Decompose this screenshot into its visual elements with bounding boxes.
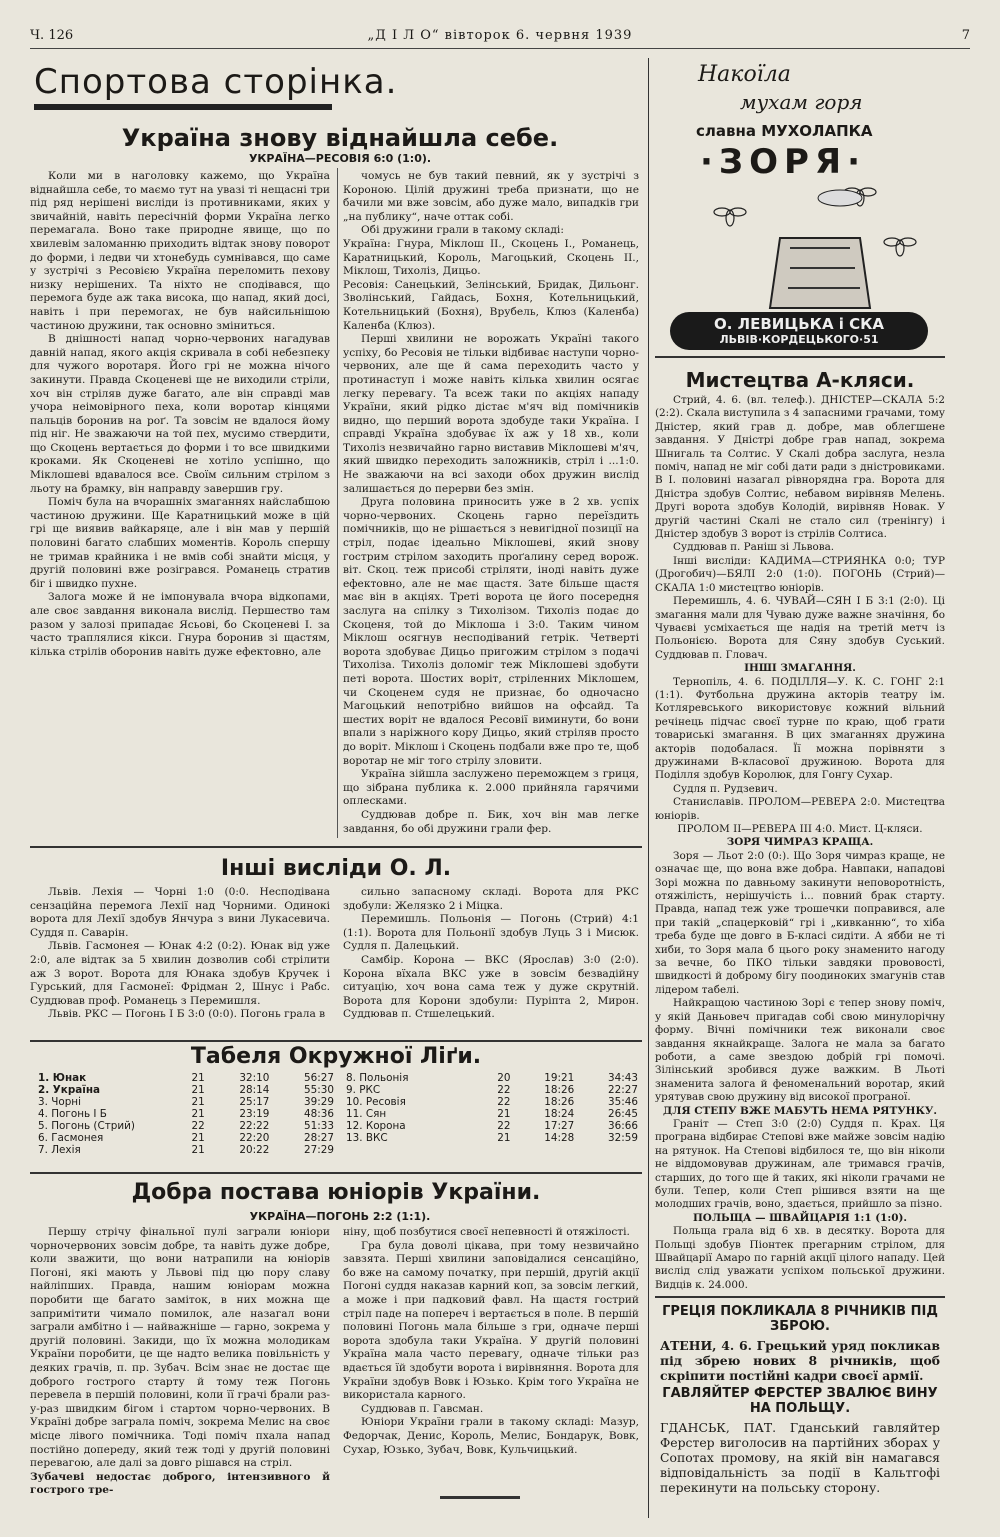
ad-line: славна МУХОЛАПКА bbox=[696, 122, 873, 140]
team-name: 13. ВКС bbox=[346, 1132, 388, 1144]
games-played: 21 bbox=[497, 1108, 511, 1120]
goals: 32:59 bbox=[608, 1132, 638, 1144]
points: 17:27 bbox=[544, 1120, 575, 1132]
article-column-1 bbox=[30, 170, 330, 840]
paragraph: Тернопіль, 4. 6. ПОДІЛЛЯ—У. К. С. ГОНГ 2:1 (1:1). Футбольна дружина акторів театру ім. Котляревського використовує кожний вільний речінець підчас своєї турне по краю, щоб грати товариські змагання. В цих змаганнях дружина акторів подобалася. Її можна порівняти з дружинами В-класової дружиною. Ворота для Поділля здобув Королюк, для Гонгу Сухар. bbox=[655, 675, 945, 782]
points: 22:22 bbox=[239, 1120, 270, 1132]
games-played: 21 bbox=[191, 1072, 205, 1084]
section-title: Спортова сторінка. bbox=[34, 62, 398, 102]
paragraph: Першу стрічу фінальної пулі заграли юніори чорночервоних зовсім добре, та навіть дуже добре, коли зважити, що вони натрапили на юніорів Погоні, які мають у Львові під цю пору славу найліпших. Правда, нашим юніорам можна поробити ще багато заміток, в них можна ще запримітити чимало помилок, але назагал вони заграли амбітно і — найважніше — гарно, зокрема у другій половині. Закиди, що їх можна молодикам України поробити, це ще надто велика повільність у деяких грачів, п. пр. Зубач. Всім знає не достає ще доброго гострого старту й тому теж Погонь перевела в першій половині, коли її грачі брали раз-у-раз швидким бігом і стартом чорно-червоних. В Україні добре заграла поміч, зокрема Мелис на своє місце лівого помічника. Тоді поміч пхала напад постійно допереду, який теж тоді у другій половині перевагою, але далі за довго рішався на стріл. bbox=[30, 1226, 330, 1470]
points: 32:10 bbox=[239, 1072, 270, 1084]
paragraph: Ресовія: Санецький, Зелінський, Бридак, Дильонг. Зволінський, Гайдась, Бохня, Котельницький, Котельницький (Бохня), Врубель, Клюз (Каленба) Каленба (Клюз). bbox=[343, 278, 639, 332]
ad-brand: ·ЗОРЯ· bbox=[700, 142, 866, 182]
ad-line: мухам горя bbox=[740, 90, 863, 114]
end-ornament bbox=[440, 1496, 520, 1499]
ad-address: ЛЬВІВ·КОРДЕЦЬКОГО·51 bbox=[719, 333, 879, 346]
paragraph: Суддював п. Раніш зі Львова. bbox=[673, 541, 835, 554]
flypaper-illustration bbox=[660, 178, 940, 318]
games-played: 22 bbox=[497, 1120, 511, 1132]
league-table-left bbox=[36, 1072, 336, 1156]
news-greece-body: АТЕНИ, 4. 6. Грецький уряд покликав під збрею нових 8 річників, щоб скріпити постійні кадри своєї армії. bbox=[660, 1338, 940, 1383]
juniors-score: УКРАЇНА—ПОГОНЬ 2:2 (1:1). bbox=[249, 1210, 431, 1223]
league-row bbox=[36, 1132, 336, 1144]
league-row bbox=[36, 1072, 336, 1084]
points: 18:26 bbox=[544, 1096, 575, 1108]
paragraph: сильно запасному складі. Ворота для РКС здобули: Желязко 2 і Міцка. bbox=[343, 886, 639, 912]
paragraph: Перемишль. Польонія — Погонь (Стрий) 4:1 (1:1). Ворота для Польонії здобув Луць 3 і Мисюк. Судля п. Далецький. bbox=[343, 913, 639, 953]
league-row bbox=[344, 1120, 640, 1132]
paragraph: Друга половина приносить уже в 2 хв. успіх чорно-червоних. Скоцень гарно переїздить помічників, що не рішається з невигідної позиції на стріл, подає ідеально Міклошеві, який знову гострим стрілом заходить проґалину серед ворож. віт. Скоц. теж присобі стріляти, іноді навіть дуже ефектовно, але не має щастя. Зате більше щастя має він в акціях. Треті ворота це його посередня заслуга на спілку з Тихолізом. Тихоліз подає до Скоценя, той до Міклоша і 3:0. Таким чином Міклош осягнув несподіваний гетрік. Четверті ворота здобуває Дицьо пригожим стрілом з подачі Тихоліза. Тихоліз доломіг теж Міклошеві здобути петі ворота. Шостих воріт, стріленних Міклошем, чи Скоценем судя не признає, бо одночасно Магоцький непотрібно вийшов на офсайд. Та шестих воріт не вдалося Ресовії виминути, бо вони впали з наріжного кору Дицьо, який стріляв просто до воріт. Міклош і Скоцень подбали вже про те, щоб воротар не міг того стрілу зловити. bbox=[343, 496, 639, 767]
goals: 51:33 bbox=[304, 1120, 334, 1132]
team-name: 6. Гасмонея bbox=[38, 1132, 104, 1144]
goals: 34:43 bbox=[608, 1072, 638, 1084]
fly-icon bbox=[884, 238, 916, 256]
paragraph: Україна зійшла заслужено переможцем з гриця, що зібрана публика к. 2.000 прийняла гарячими оплесками. bbox=[343, 768, 639, 808]
paragraph: Перші хвилини не ворожать Україні такого успіху, бо Ресовія не тільки відбиває наступи чорно-червоних, але ще й сама переходить часто у протинаступ і може навіть кілька хвилин осягає легку перевагу. Та всеж таки по акціях нападу України, який рідко дістає м'яч від помічників видно, що перший ворота здобуде таки Україна. І справді Україна здобуває їх аж у 18 хв., коли Тихоліз незвичайно гарно виставив Міклошеві м'яч, який швидко переходить заложників, стріл і ...1:0. Не зважаючи на всі заходи обох дружин вислід залишається до перерви без змін. bbox=[343, 333, 639, 495]
games-played: 22 bbox=[497, 1084, 511, 1096]
zorya-flypaper-ad bbox=[660, 60, 940, 352]
goals: 28:27 bbox=[304, 1132, 334, 1144]
games-played: 21 bbox=[191, 1084, 205, 1096]
other-results-headline: Інші висліди О. Л. bbox=[220, 856, 452, 881]
games-played: 21 bbox=[191, 1132, 205, 1144]
goals: 55:30 bbox=[304, 1084, 334, 1096]
league-row bbox=[344, 1072, 640, 1084]
points: 18:26 bbox=[544, 1084, 575, 1096]
league-table-headline: Табеля Окружної Ліґи. bbox=[190, 1044, 482, 1069]
paragraph: Зубачеві недостає доброго, інтензивного й гострого тре- bbox=[30, 1470, 330, 1497]
article-column-2 bbox=[343, 170, 639, 840]
team-name: 9. РКС bbox=[346, 1084, 381, 1096]
points: 20:22 bbox=[239, 1144, 270, 1156]
league-row bbox=[36, 1120, 336, 1132]
goals: 35:46 bbox=[608, 1096, 638, 1108]
other-results-column-2 bbox=[343, 886, 639, 1034]
juniors-column-1 bbox=[30, 1226, 330, 1497]
divider bbox=[655, 1296, 945, 1298]
news-greece-headline: ГРЕЦІЯ ПОКЛИКАЛА 8 РІЧНИКІВ ПІД ЗБРОЮ. bbox=[662, 1304, 938, 1334]
goals: 48:36 bbox=[304, 1108, 334, 1120]
paragraph: Львів. Гасмонея — Юнак 4:2 (0:2). Юнак від уже 2:0, але відтак за 5 хвилин дозволив собі стрілити аж 3 ворот. Ворота для Юнака здобув Кручек і Гурський, для Гасмонеї: Фрідман 2, Шнус і Рабс. Суддював проф. Романець з Перемишля. bbox=[30, 940, 330, 1007]
goals: 22:27 bbox=[608, 1084, 638, 1096]
paragraph: Польща грала від 6 хв. в десятку. Ворота для Польщі здобув Піонтек прегарним стрілом, для Швайцарії Амаро по гарній акції цілого нападу. Цей вислід слід уважати успіхом польської дружини. Видців к. 24.000. bbox=[655, 1225, 945, 1291]
divider bbox=[30, 1040, 642, 1042]
paragraph: Суддював добре п. Бик, хоч він мав легке завдання, бо обі дружини грали фер. bbox=[343, 808, 639, 835]
games-played: 21 bbox=[191, 1108, 205, 1120]
team-name: 4. Погонь І Б bbox=[38, 1108, 107, 1120]
points: 28:14 bbox=[239, 1084, 270, 1096]
paragraph: ПРОЛОМ ІІ—РЕВЕРА ІІІ 4:0. Мист. Ц-кляси. bbox=[677, 823, 923, 835]
paragraph: Зоря — Льот 2:0 (0:). Що Зоря чимраз краще, не означає ще, що вона вже добра. Навпаки, нападові Зорі можна по давньому закинути неповоротність, отяжілість, нерішучість і... повний брак старту. Правда, напад теж уже трошечки поправився, але при такій „спацерковій“ грі і „кивканню“, то хіба треба буде ще довго в Б-класі сидіти. А ябби не ті хиби, то Зоря мала б цього року знаменито нагоду за вечне, бо ПКО тільки завдяки прововості, швидкості й доброму бігу поодиноких змагунів став лідером табелі. bbox=[655, 849, 945, 996]
subheading: ІНШІ ЗМАГАННЯ. bbox=[744, 662, 856, 675]
team-name: 10. Ресовія bbox=[346, 1096, 406, 1108]
goals: 36:66 bbox=[608, 1120, 638, 1132]
paragraph: Україна: Гнура, Міклош ІІ., Скоцень І., Романець, Каратницький, Король, Магоцький, Скоцень ІІ., Міклош, Тихоліз, Дицьо. bbox=[343, 237, 639, 278]
divider bbox=[30, 846, 642, 848]
paragraph: Гра була доволі цікава, при тому незвичайно завзята. Перші хвилини заповідалися сенсаційно, бо вже на самому початку, при першій, другій акції Погоні суддя наказав карний коп, за зовсім легкий, а може і при падковий фавл. На щастя гострий стріл паде на попереч і вертається в поле. В першій половині Погонь мала більше з гри, одначе перші ворота здобула таки Україна. У другій половині Україна мала часто перевагу, одначе тільки раз вдається їй здобути ворота і вирівняння. Ворота для України здобув Вовк і Юзько. Крім того Україна не використала карного. bbox=[343, 1239, 639, 1402]
juniors-headline: Добра постава юніорів України. bbox=[131, 1180, 541, 1205]
paragraph: ніну, щоб позбутися своєї непевності й отяжілості. bbox=[343, 1226, 630, 1238]
subheading: ДЛЯ СТЕПУ ВЖЕ МАБУТЬ НЕМА РЯТУНКУ. bbox=[663, 1104, 937, 1117]
games-played: 22 bbox=[497, 1096, 511, 1108]
points: 14:28 bbox=[544, 1132, 575, 1144]
games-played: 21 bbox=[497, 1132, 511, 1144]
league-row bbox=[344, 1108, 640, 1120]
section-rule bbox=[34, 104, 332, 110]
paragraph: Найкращою частиною Зорі є тепер знову поміч, у якій Даньовеч пригадав собі свою минулорічну форму. Вічні помічники теж виконали своє завдання якнайкраще. Залога не мала за багато роботи, а саме звездою добрій грі помочі. Зілінський зробився дуже важким. В Льоті знаменита залога й феноменальний воротар, який урятував свою дружину від високої програної. bbox=[655, 997, 945, 1104]
paragraph: чомусь не був такий певний, як у зустрічі з Короною. Цілій дружині треба признати, що не бачили ми вже зовсім, або дуже мало, випадків гри „на публику“, наче оттак собі. bbox=[343, 170, 639, 223]
points: 19:21 bbox=[544, 1072, 575, 1084]
subheading: ЗОРЯ ЧИМРАЗ КРАЩА. bbox=[726, 836, 874, 849]
paragraph: В днішності напад чорно-червоних нагадував давній напад, якого акція скривала в собі небезпеку для чужого воротаря. Його грі не можна нічого закинути. Правда Скоценеві ще не виходили стріли, хоч він стріляв дуже багато, але він справді мав учора неімовірного пеха, коли воротар кінцями пальців боронив на роґ. Та зовсім не вдалося йому під ніг. Не зважаючи на той пех, мусимо ствердити, що Скоцень вертається до форми і то все швидкими кроками. Як Скоценеві не хотіло успішно, що Міклошеві вдавалося все. Своїм сильним стрілом з льоту на брамку, він направду завершив гру. bbox=[30, 333, 330, 495]
news-danzig-headline: ГАВЛЯЙТЕР ФЕРСТЕР ЗВАЛЮЄ ВИНУ НА ПОЛЬЩУ. bbox=[662, 1386, 938, 1416]
paragraph: Перемишль, 4. 6. ЧУВАЙ—СЯН І Б 3:1 (2:0). Ці змагання мали для Чуваю дуже важне значіння, бо Чуваєві усміхається ще надія на третій метч із Польонією. Ворота для Сяну здобув Суський. Суддював п. Гловач. bbox=[655, 595, 945, 661]
goals: 27:29 bbox=[304, 1144, 334, 1156]
divider bbox=[30, 1172, 642, 1174]
team-name: 12. Корона bbox=[346, 1120, 406, 1132]
juniors-column-2 bbox=[343, 1226, 639, 1488]
page-number: 7 bbox=[961, 28, 970, 43]
league-row bbox=[36, 1084, 336, 1096]
paper-dateline: „Д І Л О“ вівторок 6. червня 1939 bbox=[367, 28, 633, 43]
column-divider bbox=[337, 168, 338, 838]
goals: 39:29 bbox=[304, 1096, 334, 1108]
games-played: 22 bbox=[191, 1120, 205, 1132]
points: 18:24 bbox=[544, 1108, 575, 1120]
league-row bbox=[36, 1108, 336, 1120]
points: 22:20 bbox=[239, 1132, 270, 1144]
ad-line: Накоїла bbox=[698, 62, 791, 87]
divider bbox=[655, 356, 945, 358]
news-danzig-body: ГДАНСЬК, ПАТ. Гданський гавляйтер Ферстер виголосив на партійних зборах у Сопотах промову, на якій він намагався відповідальність за події в Кальтгофі перекинути на польську сторону. bbox=[660, 1420, 940, 1495]
games-played: 21 bbox=[191, 1144, 205, 1156]
team-name: 2. Україна bbox=[38, 1084, 101, 1096]
subheading: ПОЛЬЩА — ШВАЙЦАРІЯ 1:1 (1:0). bbox=[692, 1211, 907, 1224]
paragraph: Юніори України грали в такому складі: Мазур, Федорчак, Денис, Король, Мелис, Бондарук, Вовк, Сухар, Юзько, Зубач, Вовк, Кульчицький. bbox=[343, 1416, 639, 1456]
games-played: 21 bbox=[191, 1096, 205, 1108]
points: 23:19 bbox=[239, 1108, 270, 1120]
league-table-right bbox=[344, 1072, 640, 1144]
goals: 26:45 bbox=[608, 1108, 638, 1120]
ad-company: О. ЛЕВИЦЬКА і СКА bbox=[713, 315, 885, 333]
league-row bbox=[36, 1144, 336, 1156]
article-score: УКРАЇНА—РЕСОВІЯ 6:0 (1:0). bbox=[248, 152, 432, 165]
paragraph: Залога може й не імпонувала вчора відкопами, але своє завдання виконала вислід. Першество там разом у залозі припадає Ясьові, бо Скоценеві І. за часто траплялися кікси. Гнура боронив зі щастям, кілька стрілів оборонив навіть дуже ефектовно, але bbox=[30, 591, 330, 658]
paragraph: Станиславів. ПРОЛОМ—РЕВЕРА 2:0. Мистецтва юніорів. bbox=[655, 796, 945, 822]
other-results-column-1 bbox=[30, 886, 330, 1034]
paragraph: Суддював п. Гавсман. bbox=[361, 1402, 484, 1415]
paragraph: Граніт — Степ 3:0 (2:0) Суддя п. Крах. Ця програна відбирає Степові вже майже зовсім надію на рятунок. На Степові відбилося те, що він ніколи не віддомовував дружинам, але тримався грачів, старших, до того ще й таких, які ніколи грачами не були. Тепер, коли Степ рішився взяти на ще молодших грачів, воно, здається, прийшло за пізно. bbox=[655, 1117, 945, 1211]
team-name: 1. Юнак bbox=[38, 1072, 87, 1084]
right-column bbox=[655, 394, 945, 1291]
goals: 56:27 bbox=[304, 1072, 334, 1084]
league-row bbox=[36, 1096, 336, 1108]
team-name: 7. Лехія bbox=[38, 1144, 81, 1156]
paragraph: Поміч була на вчорашніх змаганнях найслабшою частиною дружини. Ще Каратницький може в цій грі ще виявив вайкаряце, але і він мав у першій половині багато слабших моментів. Король спершу не тримав крайника і не вмів собі знайти місця, у другій половині вже розігрався. Романець стратив біг і швидко пухне. bbox=[30, 496, 330, 590]
right-headline: Мистецтва А-кляси. bbox=[685, 368, 915, 392]
league-row bbox=[344, 1132, 640, 1144]
paragraph: Інші висліди: КАДИМА—СТРИЯНКА 0:0; ТУР (Дрогобич)—БЯЛІ 2:0 (1:0). ПОГОНЬ (Стрий)—СКАЛА 1:0 мистецтво юніорів. bbox=[655, 554, 945, 594]
points: 25:17 bbox=[239, 1096, 270, 1108]
team-name: 5. Погонь (Стрий) bbox=[38, 1120, 135, 1132]
team-name: 8. Польонія bbox=[346, 1072, 409, 1084]
article-headline: Україна знову віднайшла себе. bbox=[121, 124, 559, 152]
paragraph: Судля п. Рудзевич. bbox=[673, 782, 778, 795]
ad-banner bbox=[670, 312, 928, 350]
paragraph: Коли ми в наголовку кажемо, що Україна віднайшла себе, то маємо тут на увазі ті нещасні три під ряд нерішені висліди із противниками, яких у звичайній, навіть пересічній форми Україна легко перемагала. Воно таке природне явище, що по хвилевім заломанню приходить відтак знову поворот до форми, і ледви чи хтонебудь сумнівався, що саме у зустрічі з Ресовією Україна переломить пехову низку нерішених. Та ніхто не сподівався, що перемога буде аж така висока, що напад, який досі, навіть і при перемогах, не був найсильнішою частиною дружини, так основно зміниться. bbox=[30, 170, 330, 332]
games-played: 20 bbox=[497, 1072, 511, 1084]
paragraph: Львів. РКС — Погонь І Б 3:0 (0:0). Погонь грала в bbox=[48, 1008, 326, 1021]
masthead bbox=[30, 28, 970, 49]
paragraph: Стрий, 4. 6. (вл. телеф.). ДНІСТЕР—СКАЛА 5:2 (2:2). Скала виступила з 4 запасними грачами, тому Дністер, який грав д. добре, мав облегшене завдання. У Дністрі добре грав напад, зокрема Шнигаль та Солтис. У Скалі добра заслуга, незла поміч, напад не міг собі дати ради з дністровиками. В І. половині назагал рівнорядна гра. Ворота для Дністра здобув Солтис, небавом вирівняв Мелень. Другі ворота здобув Колодій, вирівняв Новак. У другій частині Скалі не стало сил (тренінгу) і Дністер здобув 3 ворот із стрілів Солтиса. bbox=[655, 394, 945, 541]
paragraph: Обі дружини грали в такому складі: bbox=[361, 224, 564, 237]
team-name: 11. Сян bbox=[346, 1108, 387, 1120]
team-name: 3. Чорні bbox=[38, 1096, 81, 1108]
main-right-divider bbox=[648, 58, 649, 1518]
paragraph: Самбір. Корона — ВКС (Ярослав) 3:0 (2:0). Корона вїхала ВКС уже в зовсім безвадійну ситуацію, хоч вона сама теж у дуже скрутній. Ворота для Корони здобули: Пуріпта 2, Мирон. Суддював п. Стшелецький. bbox=[343, 953, 639, 1021]
league-row bbox=[344, 1084, 640, 1096]
fly-icon bbox=[714, 208, 746, 226]
league-row bbox=[344, 1096, 640, 1108]
issue-number: Ч. 126 bbox=[30, 28, 74, 43]
paragraph: Львів. Лехія — Чорні 1:0 (0:0. Несподівана сензаційна перемога Лехії над Чорними. Одинокі ворота для Лехії здобув Янчура з вини Лукасевича. Суддя п. Саварін. bbox=[30, 886, 330, 939]
